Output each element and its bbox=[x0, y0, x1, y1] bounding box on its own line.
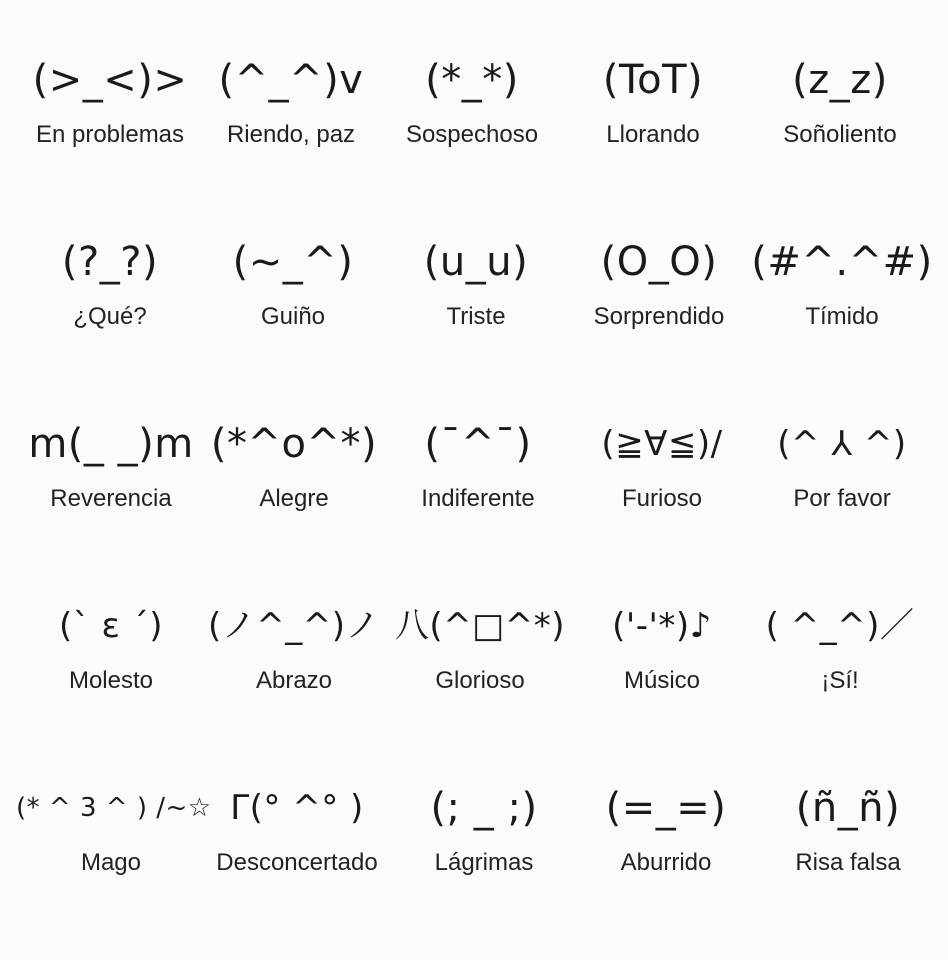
emoticon-cell bbox=[747, 232, 937, 414]
emoticon-cell bbox=[558, 50, 748, 232]
emoticon-cell bbox=[747, 414, 937, 596]
emoticon-cell bbox=[199, 596, 389, 778]
emoticon-cell bbox=[571, 778, 761, 960]
emoticon-cell bbox=[381, 232, 571, 414]
emoticon-label: Reverencia bbox=[50, 485, 172, 512]
emoticon-face: (` ε ´) bbox=[58, 606, 164, 646]
emoticon-label: Lágrimas bbox=[434, 849, 534, 876]
emoticon-face: (*_*) bbox=[425, 57, 519, 103]
emoticon-label: Sospechoso bbox=[405, 121, 539, 148]
emoticon-label: Triste bbox=[446, 303, 506, 330]
emoticon-face: (=_=) bbox=[605, 785, 727, 831]
emoticon-cell bbox=[564, 232, 754, 414]
emoticon-label: Desconcertado bbox=[216, 849, 378, 876]
emoticon-face: m(_ _)m bbox=[28, 421, 194, 467]
emoticon-cell bbox=[385, 596, 575, 778]
emoticon-label: Furioso bbox=[621, 485, 703, 512]
emoticon-label: Soñoliento bbox=[783, 121, 897, 148]
emoticon-label: ¿Qué? bbox=[73, 303, 147, 330]
emoticon-cell bbox=[745, 50, 935, 232]
emoticon-cell bbox=[15, 232, 205, 414]
emoticon-cell bbox=[199, 414, 389, 596]
emoticon-cell bbox=[567, 414, 757, 596]
emoticon-cell bbox=[745, 596, 935, 778]
emoticon-cell bbox=[16, 596, 206, 778]
emoticon-cell bbox=[383, 414, 573, 596]
emoticon-face: (?_?) bbox=[61, 239, 159, 285]
emoticon-label: Risa falsa bbox=[795, 849, 901, 876]
emoticon-face: (*^o^*) bbox=[210, 421, 378, 467]
emoticon-label: Por favor bbox=[793, 485, 891, 512]
emoticon-face: (~_^) bbox=[232, 239, 354, 285]
emoticon-cell bbox=[202, 778, 392, 960]
emoticon-label: Indiferente bbox=[421, 485, 535, 512]
emoticon-face: (#^.^#) bbox=[751, 239, 933, 285]
emoticon-face: (O_O) bbox=[600, 239, 718, 285]
emoticon-label: Guiño bbox=[260, 303, 326, 330]
emoticon-label: ¡Sí! bbox=[821, 667, 859, 694]
emoticon-face: ( ^_^)／ bbox=[765, 606, 915, 646]
emoticon-label: Tímido bbox=[805, 303, 879, 330]
emoticon-face: ('-'*)♪ bbox=[612, 606, 712, 646]
emoticon-face: Γ(° ^° ) bbox=[230, 788, 364, 828]
emoticon-face: (; _ ;) bbox=[430, 785, 538, 831]
emoticon-face: (* ^ 3 ^ ) /~☆ bbox=[16, 793, 212, 823]
emoticon-face: (u_u) bbox=[423, 239, 529, 285]
emoticon-face: (^_^)v bbox=[218, 57, 364, 103]
emoticon-face: (ToT) bbox=[602, 57, 704, 103]
emoticon-cell bbox=[196, 50, 386, 232]
emoticon-cell bbox=[16, 778, 212, 960]
emoticon-cell bbox=[16, 414, 206, 596]
emoticon-face: (>_<)> bbox=[32, 57, 188, 103]
emoticon-label: Músico bbox=[623, 667, 701, 694]
emoticon-face: (ノ^_^)ノ bbox=[207, 606, 380, 646]
emoticon-label: Sorprendido bbox=[593, 303, 725, 330]
emoticon-face: (ñ_ñ) bbox=[795, 785, 901, 831]
emoticon-label: Mago bbox=[80, 849, 142, 876]
emoticon-label: Alegre bbox=[259, 485, 329, 512]
emoticon-label: Molesto bbox=[68, 667, 154, 694]
emoticon-cell bbox=[15, 50, 205, 232]
emoticon-label: Llorando bbox=[606, 121, 700, 148]
emoticon-face: (≧∀≦)/ bbox=[601, 424, 723, 464]
emoticon-face: 八(^□^*) bbox=[394, 606, 566, 646]
emoticon-face: (^ ⅄ ^) bbox=[777, 424, 907, 464]
emoticon-label: Glorioso bbox=[435, 667, 525, 694]
emoticon-cell bbox=[377, 50, 567, 232]
emoticon-cell bbox=[753, 778, 943, 960]
emoticon-label: Riendo, paz bbox=[226, 121, 356, 148]
emoticon-cell bbox=[389, 778, 579, 960]
emoticon-face: (z_z) bbox=[792, 57, 888, 103]
emoticon-label: En problemas bbox=[35, 121, 185, 148]
emoticon-label: Aburrido bbox=[620, 849, 712, 876]
emoticon-cell bbox=[198, 232, 388, 414]
emoticon-cell bbox=[567, 596, 757, 778]
emoticon-label: Abrazo bbox=[255, 667, 333, 694]
emoticon-face: (¯^¯) bbox=[424, 421, 532, 467]
